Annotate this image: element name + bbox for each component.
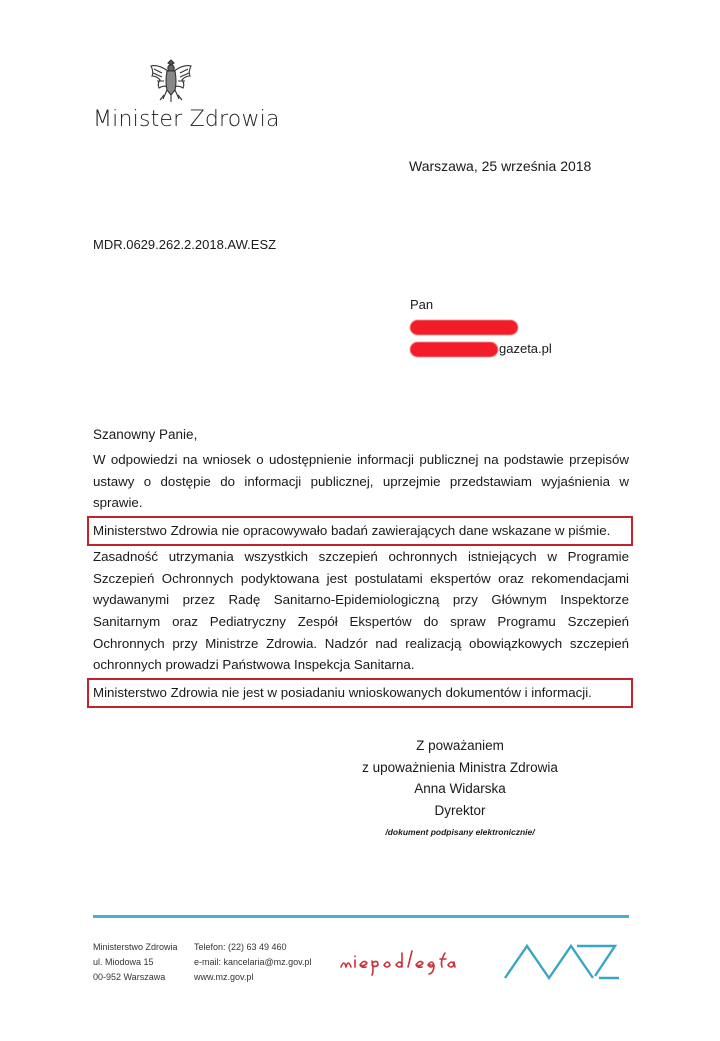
footer-address xyxy=(93,940,178,985)
polish-eagle-emblem-icon xyxy=(148,54,194,104)
signed-note: /dokument podpisany elektronicznie/ xyxy=(385,827,535,837)
place-date: Warszawa, 25 września 2018 xyxy=(409,158,592,174)
footer-email: e-mail: kancelaria@mz.gov.pl xyxy=(194,957,312,967)
footer-address-line: ul. Miodowa 15 xyxy=(93,957,154,967)
redacted-email xyxy=(410,342,498,357)
footer-address-line: Ministerstwo Zdrowia xyxy=(93,942,178,952)
paragraph-intro: W odpowiedzi na wniosek o udostępnienie informacji publicznej na podstawie przepisów ustawy o dostępie do informacji publicznej, uprzejmie przedstawiam wyjaśnienia w sprawie. xyxy=(93,452,629,511)
closing-block xyxy=(340,735,580,839)
highlighted-statement-2: Ministerstwo Zdrowia nie jest w posiadaniu wnioskowanych dokumentów i informacji. xyxy=(91,682,629,704)
recipient-email-suffix: gazeta.pl xyxy=(499,341,552,356)
letter-body xyxy=(93,449,629,708)
signer-position: Dyrektor xyxy=(434,802,486,818)
footer-website: www.mz.gov.pl xyxy=(194,972,254,982)
signer-name: Anna Widarska xyxy=(414,781,506,796)
mz-logo-icon xyxy=(503,940,621,982)
highlighted-statement-1: Ministerstwo Zdrowia nie opracowywało badań zawierających dane wskazane w piśmie. xyxy=(91,520,629,542)
niepodlegla-logo xyxy=(337,945,479,977)
salutation: Szanowny Panie, xyxy=(93,427,198,442)
redacted-name xyxy=(410,320,518,335)
closing-regards: Z poważaniem xyxy=(416,738,504,753)
recipient-block xyxy=(410,294,552,360)
footer-divider xyxy=(93,915,629,918)
reference-number: MDR.0629.262.2.2018.AW.ESZ xyxy=(93,237,277,252)
footer-contact xyxy=(194,940,312,985)
footer-phone: Telefon: (22) 63 49 460 xyxy=(194,942,287,952)
recipient-title: Pan xyxy=(410,297,434,312)
org-title: Minister Zdrowia xyxy=(93,107,280,132)
closing-authority: z upoważnienia Ministra Zdrowia xyxy=(362,759,558,775)
paragraph-explanation: Zasadność utrzymania wszystkich szczepień ochronnych istniejących w Programie Szczepień Ochronnych podyktowana jest postulatami ekspertów oraz rekomendacjami wydawanymi przez Radę Sanitarno-Epidemiologiczną przy Głównym Inspektorze Sanitarnym oraz Pediatryczny Zespół Ekspertów do spraw Programu Szczepień Ochronnych przy Ministrze Zdrowia. Nadzór nad realizacją obowiązkowych szczepień ochronnych prowadzi Państwowa Inspekcja Sanitarna. xyxy=(93,548,629,673)
footer-address-line: 00-952 Warszawa xyxy=(93,972,166,982)
